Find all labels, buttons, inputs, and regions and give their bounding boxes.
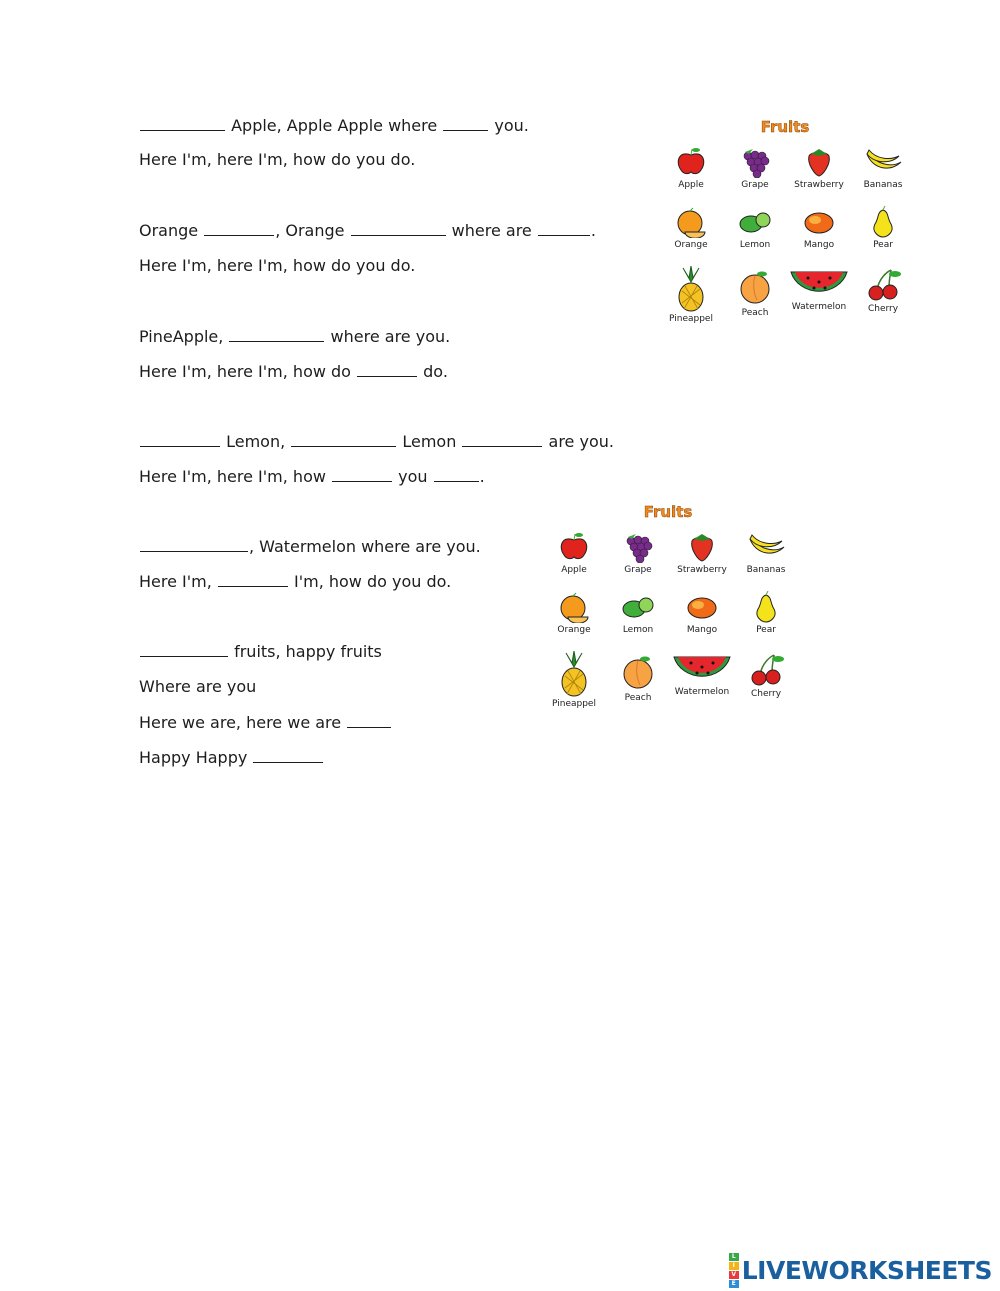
cherry-icon <box>735 651 797 687</box>
fruit-label: Strawberry <box>794 180 844 190</box>
fruit-label: Peach <box>741 308 769 318</box>
fruit-item <box>852 266 914 315</box>
fruit-label: Strawberry <box>677 565 727 575</box>
lyric-text: Orange <box>139 221 204 240</box>
lyric-text: Here I'm, here I'm, how do <box>139 362 357 381</box>
lyric-line <box>139 116 529 136</box>
lyric-text: do. <box>418 362 448 381</box>
fruit-label: Watermelon <box>674 687 730 697</box>
fruit-item <box>724 266 786 319</box>
banana-icon <box>735 531 797 563</box>
lemon-icon <box>607 591 669 623</box>
orange-icon <box>543 591 605 623</box>
fruit-item <box>735 591 797 636</box>
lyric-text: . <box>590 221 596 240</box>
lyric-text: Apple, Apple Apple where <box>226 116 443 135</box>
fruit-chart-image-bottom <box>543 503 793 723</box>
lyric-line <box>139 221 596 241</box>
strawberry-icon <box>671 531 733 563</box>
orange-icon <box>660 206 722 238</box>
answer-blank[interactable] <box>140 550 248 552</box>
fruit-item <box>660 206 722 251</box>
fruit-item <box>788 206 850 251</box>
fruit-label: Lemon <box>739 240 771 250</box>
fruit-item <box>735 651 797 700</box>
fruit-label: Cherry <box>750 689 782 699</box>
logo-block: V <box>729 1271 739 1279</box>
lyric-text: Here I'm, here I'm, how do you do. <box>139 150 416 169</box>
fruit-label: Watermelon <box>791 302 847 312</box>
lyric-text: where are you. <box>325 327 451 346</box>
apple-icon <box>660 146 722 178</box>
lyric-text: I'm, how do you do. <box>288 572 452 591</box>
lyric-text: you. <box>489 116 529 135</box>
mango-icon <box>788 206 850 238</box>
lyric-text: Lemon, <box>221 432 291 451</box>
lyric-text: Where are you <box>139 677 257 696</box>
fruit-item <box>660 266 722 325</box>
lyric-line <box>139 256 415 276</box>
answer-blank[interactable] <box>140 129 225 131</box>
lyric-line <box>139 432 614 452</box>
answer-blank[interactable] <box>218 585 288 587</box>
logo-blocks-icon <box>729 1253 739 1288</box>
fruit-item <box>724 206 786 251</box>
fruit-item <box>735 531 797 576</box>
fruit-item <box>607 591 669 636</box>
logo-block: E <box>729 1280 739 1288</box>
fruit-item <box>788 266 850 313</box>
lyric-line <box>139 642 382 662</box>
banana-icon <box>852 146 914 178</box>
fruit-item <box>607 651 669 704</box>
lyric-text: Here we are, here we are <box>139 713 347 732</box>
pear-icon <box>735 591 797 623</box>
lyric-line <box>139 748 324 768</box>
lyric-text: Lemon <box>397 432 462 451</box>
fruit-chart-image-top <box>660 118 910 338</box>
fruit-label: Mango <box>686 625 718 635</box>
fruit-label: Pear <box>756 625 776 635</box>
lyric-text: Here I'm, here I'm, how do you do. <box>139 256 416 275</box>
lyric-line <box>139 467 485 487</box>
lyric-text: where are <box>446 221 537 240</box>
peach-icon <box>607 651 669 691</box>
answer-blank[interactable] <box>291 445 396 447</box>
fruit-item <box>543 531 605 576</box>
answer-blank[interactable] <box>253 761 323 763</box>
fruit-label: Grape <box>741 180 769 190</box>
lyric-line <box>139 327 450 347</box>
fruit-label: Mango <box>803 240 835 250</box>
fruit-chart-title: Fruits <box>643 503 693 521</box>
fruit-label: Lemon <box>622 625 654 635</box>
fruit-item <box>852 206 914 251</box>
fruit-label: Cherry <box>867 304 899 314</box>
liveworksheets-logo <box>729 1252 992 1287</box>
answer-blank[interactable] <box>434 480 479 482</box>
fruit-item <box>543 591 605 636</box>
fruit-item <box>543 651 605 710</box>
lyric-text: , Orange <box>275 221 350 240</box>
apple-icon <box>543 531 605 563</box>
fruit-label: Apple <box>678 180 704 190</box>
grape-icon <box>607 531 669 563</box>
fruit-label: Apple <box>561 565 587 575</box>
lyric-text: you <box>393 467 433 486</box>
strawberry-icon <box>788 146 850 178</box>
watermelon-icon <box>671 651 733 685</box>
fruit-label: Pineappel <box>669 314 713 324</box>
logo-block: L <box>729 1253 739 1261</box>
answer-blank[interactable] <box>140 655 228 657</box>
lyric-text: . <box>479 467 485 486</box>
lyric-text: Here I'm, here I'm, how <box>139 467 332 486</box>
fruit-item <box>607 531 669 576</box>
lyric-line <box>139 150 415 170</box>
answer-blank[interactable] <box>357 375 417 377</box>
answer-blank[interactable] <box>443 129 488 131</box>
fruit-item <box>671 591 733 636</box>
grape-icon <box>724 146 786 178</box>
lyric-line <box>139 537 481 557</box>
fruit-label: Bananas <box>863 180 903 190</box>
lyric-text: Here I'm, <box>139 572 217 591</box>
answer-blank[interactable] <box>332 480 392 482</box>
lyric-text: , Watermelon where are you. <box>249 537 481 556</box>
answer-blank[interactable] <box>229 340 324 342</box>
fruit-label: Orange <box>674 240 708 250</box>
lyric-line <box>139 677 256 697</box>
mango-icon <box>671 591 733 623</box>
lyric-text: are you. <box>543 432 614 451</box>
fruit-chart-title: Fruits <box>760 118 810 136</box>
watermelon-icon <box>788 266 850 300</box>
logo-block: I <box>729 1262 739 1270</box>
lyric-text: fruits, happy fruits <box>229 642 382 661</box>
answer-blank[interactable] <box>462 445 542 447</box>
lyric-line <box>139 572 451 592</box>
fruit-item <box>724 146 786 191</box>
fruit-item <box>852 146 914 191</box>
lyric-line <box>139 362 448 382</box>
peach-icon <box>724 266 786 306</box>
answer-blank[interactable] <box>140 445 220 447</box>
pineapple-icon <box>660 266 722 312</box>
lyric-text: Happy Happy <box>139 748 253 767</box>
fruit-label: Orange <box>557 625 591 635</box>
logo-text: LIVEWORKSHEETS <box>741 1255 992 1285</box>
fruit-item <box>660 146 722 191</box>
fruit-label: Bananas <box>746 565 786 575</box>
lyric-line <box>139 713 392 733</box>
pineapple-icon <box>543 651 605 697</box>
answer-blank[interactable] <box>204 234 274 236</box>
cherry-icon <box>852 266 914 302</box>
fruit-item <box>671 651 733 698</box>
fruit-item <box>671 531 733 576</box>
fruit-item <box>788 146 850 191</box>
fruit-label: Pineappel <box>552 699 596 709</box>
lemon-icon <box>724 206 786 238</box>
fruit-label: Pear <box>873 240 893 250</box>
fruit-label: Peach <box>624 693 652 703</box>
answer-blank[interactable] <box>351 234 446 236</box>
lyric-text: PineApple, <box>139 327 229 346</box>
pear-icon <box>852 206 914 238</box>
answer-blank[interactable] <box>347 726 391 728</box>
answer-blank[interactable] <box>538 234 590 236</box>
fruit-label: Grape <box>624 565 652 575</box>
